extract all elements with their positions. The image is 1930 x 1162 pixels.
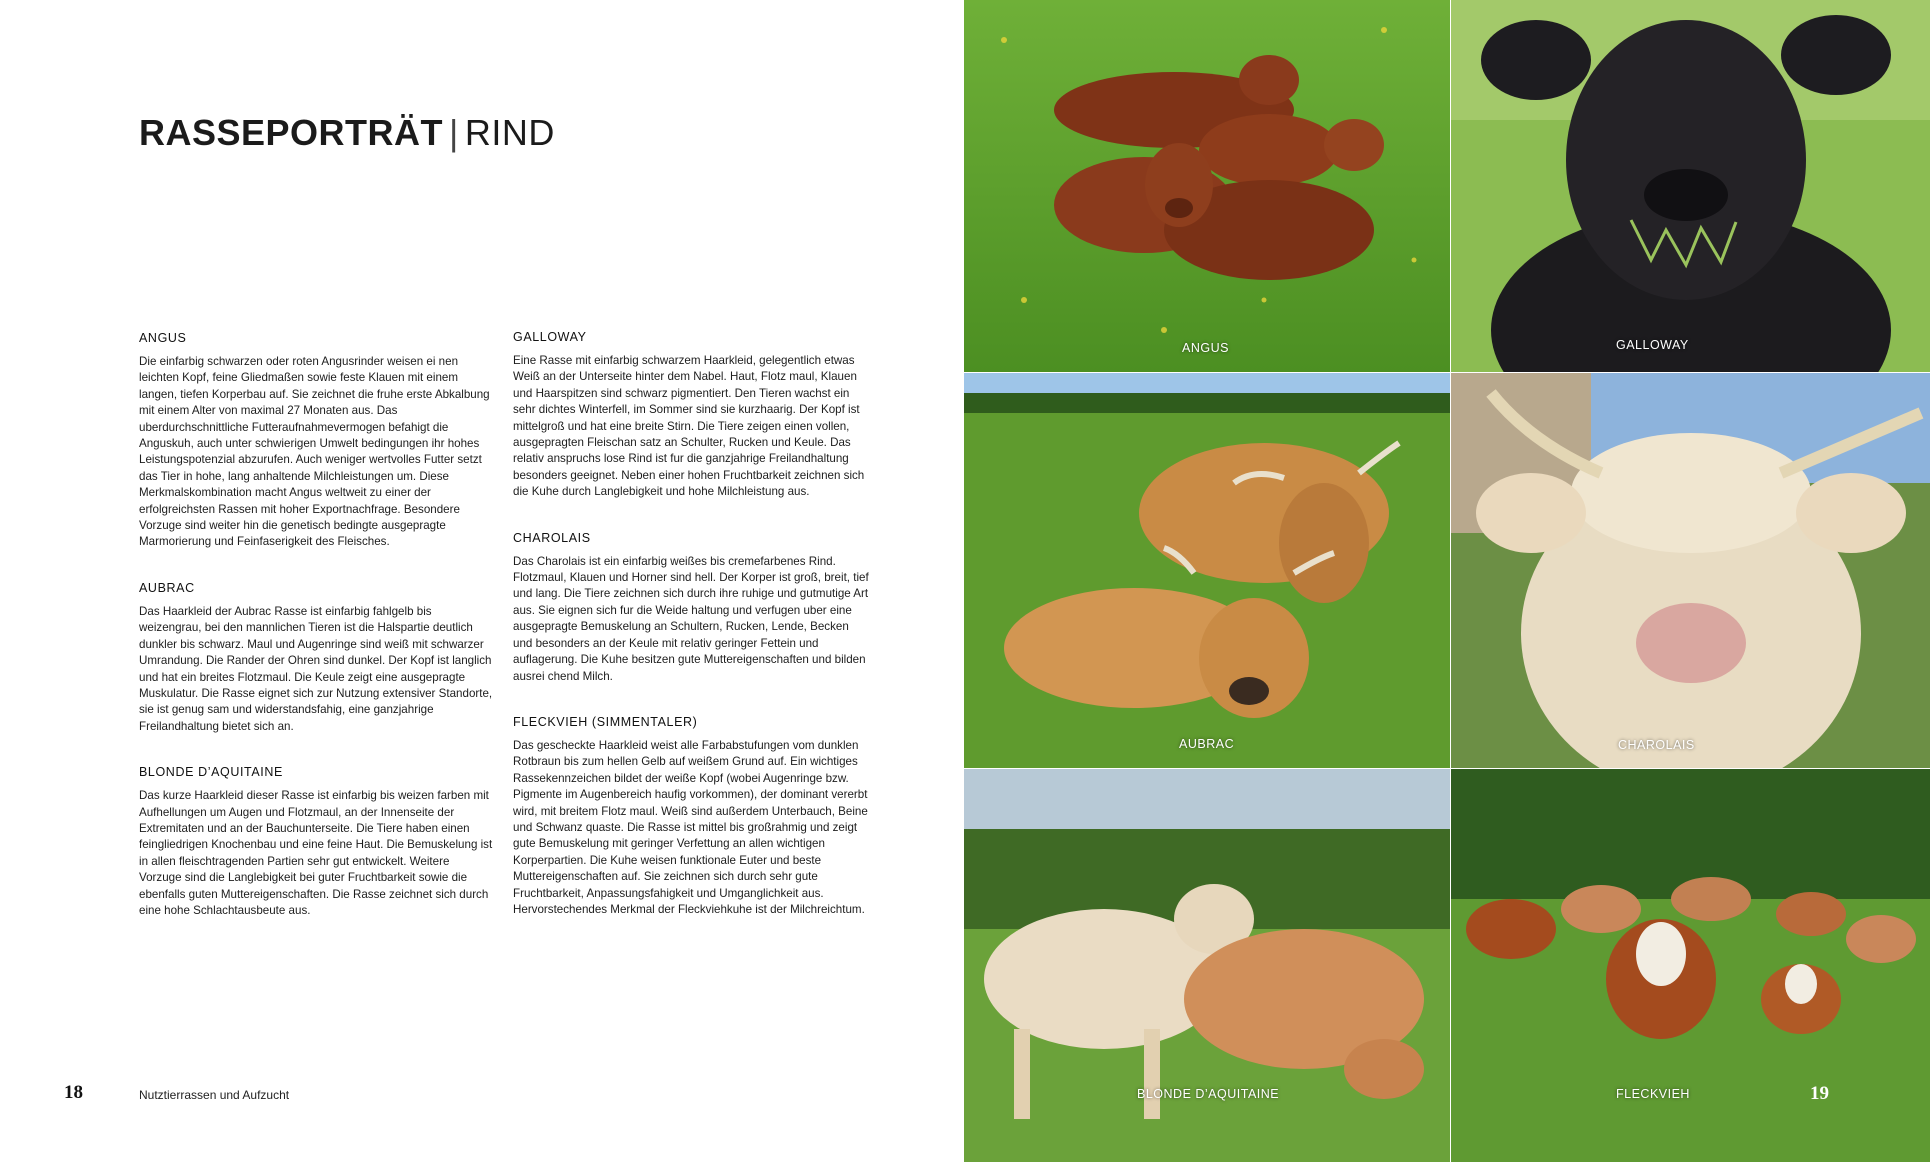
title-separator: | <box>449 112 459 153</box>
photo-caption: CHAROLAIS <box>1618 738 1695 752</box>
section-heading: AUBRAC <box>139 580 195 595</box>
charolais-cattle-photo-icon <box>1451 373 1930 768</box>
fleckvieh-cattle-photo-icon <box>1451 769 1930 1162</box>
section-blonde-aquitaine <box>139 765 495 919</box>
text-column-left <box>139 331 495 949</box>
running-footer: Nutztierrassen und Aufzucht <box>139 1088 290 1102</box>
section-aubrac <box>139 581 495 735</box>
photo-caption: FLECKVIEH <box>1616 1087 1690 1101</box>
photo-aubrac <box>964 373 1450 768</box>
photo-caption: GALLOWAY <box>1616 338 1689 352</box>
section-heading: ANGUS <box>139 331 187 345</box>
photo-caption: AUBRAC <box>1179 737 1235 751</box>
page-number-left: 18 <box>64 1082 83 1103</box>
section-heading: BLONDE D’AQUITAINE <box>139 765 283 780</box>
section-heading: FLECKVIEH (SIMMENTALER) <box>513 714 698 729</box>
section-body: Das kurze Haarkleid dieser Rasse ist einfarbig bis weizen farben mit Aufhellungen um Augen und Flotzmaul, an der Innenseite der Extremitaten und an der Bauchunterseite. Die Tiere haben einen feingliedrigen Knochenbau und eine feine Haut. Die Bemuskelung ist in allen fleischtragenden Partien sehr gut entwickelt. Weitere Vorzuge sind die Langlebigkeit bei guter Fruchtbarkeit sowie die ebenfalls guten Muttereigenschaften. Die Rasse zeichnet sich durch eine hohe Schlachtausbeute aus. <box>139 789 493 917</box>
section-body: Das gescheckte Haarkleid weist alle Farbabstufungen vom dunklen Rotbraun bis zum hellen Gelb auf weißem Grund auf. Ein wichtiges Rassekennzeichen bildet der weiße Kopf (wobei Augenringe bzw. Pigmente im Augenbereich haufig vorkommen), der dominant vererbt wird, mit breitem Flotz maul. Weiß sind außerdem Unterbauch, Beine und Schwanz quaste. Die Rasse ist mittel bis großrahmig und zeigt gute Bemuskelung mit geringer Verfettung an allen wichtigen Korperpartien. Die Kuhe weisen funktionale Euter und beste Muttereigenschaften auf. Sie zeichnen sich durch sehr gute Fruchtbarkeit, Anpassungsfahigkeit und Umganglichkeit aus. Hervorstechendes Merkmal der Fleckviehkuhe ist der Milchreichtum. <box>513 738 868 916</box>
section-body: Das Charolais ist ein einfarbig weißes bis cremefarbenes Rind. Flotzmaul, Klauen und Horner sind hell. Der Korper ist groß, breit, tief und lang. Die Tiere zeichnen sich durch ihre ruhige und gutmutige Art aus. Sie eignen sich fur die Weide haltung und verfugen uber eine ausgepragte Bemuskelung an Schultern, Rucken, Lende, Becken und besonders an der Keule mit relativ geringer Fettein und auflagerung. Die Kuhe besitzen gute Muttereigenschaften und bilden ausrei chend Milch. <box>513 554 869 683</box>
photo-angus <box>964 0 1450 372</box>
section-body: Eine Rasse mit einfarbig schwarzem Haarkleid, gelegentlich etwas Weiß an der Unterseite hinter dem Nabel. Haut, Flotz maul, Klauen und Haarspitzen sind schwarz pigmentiert. Den Tieren wachst ein sehr dichtes Winterfell, im Sommer sind sie kurzhaarig. Der Kopf ist mittelgroß und hat eine breite Stirn. Die Tiere zeigen einen vollen, ausgepragten Fleischan satz an Schulter, Rucken und Keule. Das relativ anspruchs lose Rind ist fur die ganzjahrige Freilandhaltung besonders geeignet. Neben einer hohen Fruchtbarkeit zeichnen sich die Kuhe durch Langlebigkeit und hohe Milchleistung aus. <box>513 354 865 499</box>
section-angus <box>139 331 495 551</box>
left-page <box>0 0 964 1162</box>
section-body: Die einfarbig schwarzen oder roten Angusrinder weisen ei nen leichten Kopf, feine Gliedmaßen sowie feste Klauen mit einem langen, tiefen Korperbau auf. Sie zeichnet die fruhe erste Abkalbung mit einem Alter von maximal 27 Monaten aus. Das uberdurchschnittliche Futteraufnahmevermogen befahigt die Anguskuh, auch unter schwierigen Umwelt bedingungen ihr hohes Leistungspotenzial abzurufen. Auch weniger wertvolles Futter setzt das Tier in hohe, lang anhaltende Milchleistungen um. Diese Merkmalskombination macht Angus weltweit zu einer der erfolgreichsten Rassen mit hoher Exportnachfrage. Besondere Vorzuge sind weiter hin die genetisch bedingte ausgepragte Marmorierung und Feinfaserigkeit des Fleisches. <box>139 355 490 549</box>
section-body: Das Haarkleid der Aubrac Rasse ist einfarbig fahlgelb bis weizengrau, bei den mannlichen Tieren ist die Halspartie deutlich dunkler bis schwarz. Maul und Augenringe sind weiß mit schwarzer Umrandung. Die Rander der Ohren sind dunkel. Der Kopf ist langlich und hat ein breites Flotzmaul. Die Keule zeigt eine ausgepragte Muskulatur. Die Rasse eignet sich zur Nutzung extensiver Standorte, sie ist genug sam und widerstandsfahig, eine ganzjahrige Freilandhaltung bietet sich an. <box>139 604 493 733</box>
page-number-right: 19 <box>1810 1083 1829 1104</box>
title-main: RASSEPORTRÄT <box>139 112 444 153</box>
title-sub: RIND <box>464 112 555 153</box>
section-fleckvieh <box>513 715 869 918</box>
section-heading: GALLOWAY <box>513 330 587 344</box>
text-column-right <box>513 330 869 948</box>
photo-caption: ANGUS <box>1182 341 1229 355</box>
photo-blonde-aquitaine <box>964 769 1450 1162</box>
photo-galloway <box>1451 0 1930 372</box>
page-title <box>139 112 555 154</box>
photo-fleckvieh <box>1451 769 1930 1162</box>
section-heading: CHAROLAIS <box>513 530 591 545</box>
galloway-cattle-photo-icon <box>1451 0 1930 372</box>
aubrac-cattle-photo-icon <box>964 373 1450 768</box>
blonde-aquitaine-cattle-photo-icon <box>964 769 1450 1162</box>
photo-grid <box>964 0 1930 1162</box>
angus-cattle-photo-icon <box>964 0 1450 372</box>
photo-charolais <box>1451 373 1930 768</box>
section-charolais <box>513 531 869 685</box>
photo-caption: BLONDE D’AQUITAINE <box>1137 1087 1280 1101</box>
section-galloway <box>513 330 869 501</box>
